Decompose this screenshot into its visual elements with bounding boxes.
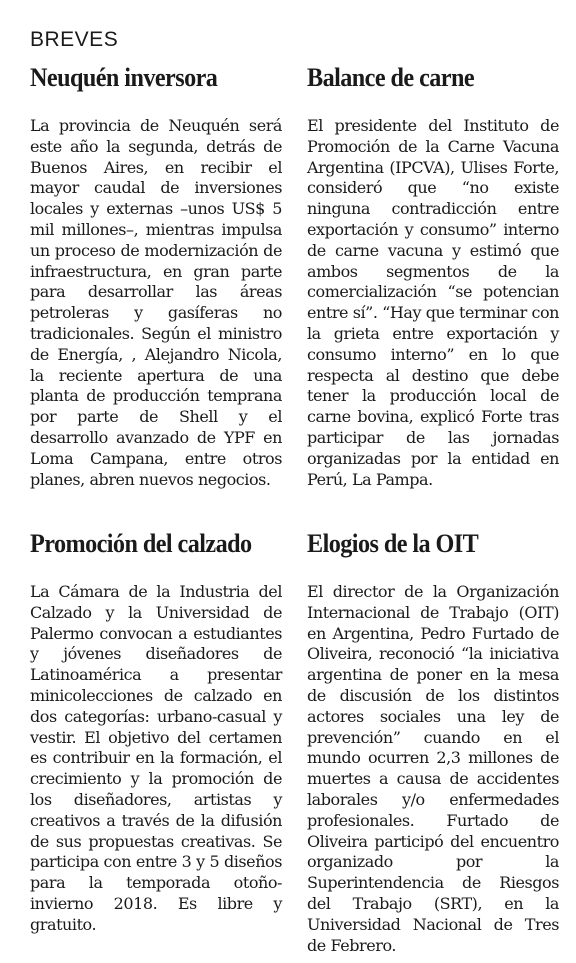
- article-balance-de-carne: [307, 62, 559, 490]
- article-body: El presidente del Instituto de Promoción de la Carne Vacuna Argentina (IPCVA), Ulises Forte, consideró que “no existe ninguna contradicción entre exportación y consumo” interno de carne vacuna y estimó que ambos segmentos de la comercialización “se potencian entre sí”. “Hay que terminar con la grieta entre exportación y consumo interno” en lo que respecta al destino que debe tener la producción local de carne bovina, explicó Forte tras participar de las jornadas organizadas por la entidad en Perú, La Pampa.: [307, 116, 559, 489]
- article-headline: Promoción del calzado: [30, 529, 252, 558]
- article-headline: Balance de carne: [307, 63, 475, 92]
- article-body: El director de la Organización Internacional de Trabajo (OIT) en Argentina, Pedro Furtado de Oliveira, reconoció “la iniciativa argentina de poner en la mesa de discusión de los distintos actores sociales una ley de prevención” cuando en el mundo ocurren 2,3 millones de muertes a causa de accidentes laborales y/o enfermedades profesionales. Furtado de Oliveira participó del encuentro organizado por la Superintendencia de Riesgos del Trabajo (SRT), en la Universidad Nacional de Tres de Febrero.: [307, 582, 559, 955]
- article-body: La Cámara de la Industria del Calzado y la Universidad de Palermo convocan a estudiantes y jóvenes diseñadores de Latinoamérica a presentar minicolecciones de calzado en dos categorías: urbano-casual y vestir. El objetivo del certamen es contribuir en la formación, el crecimiento y la promoción de los diseñadores, artistas y creativos a través de la difusión de sus propuestas creativas. Se participa con entre 3 y 5 diseños para la temporada otoño-invierno 2018. Es libre y gratuito.: [30, 582, 282, 934]
- article-promocion-del-calzado: [30, 528, 282, 936]
- article-headline: Neuquén inversora: [30, 63, 218, 92]
- article-headline: Elogios de la OIT: [307, 529, 479, 558]
- article-body: La provincia de Neuquén será este año la segunda, detrás de Buenos Aires, en recibir el mayor caudal de inversiones locales y externas –unos US$ 5 mil millones–, mientras impulsa un proceso de modernización de infraestructura, en gran parte para desarrollar las áreas petroleras y gasíferas no tradicionales. Según el ministro de Energía, , Alejandro Nicola, la reciente apertura de una planta de producción temprana por parte de Shell y el desarrollo avanzado de YPF en Loma Campana, entre otros planes, abren nuevos negocios.: [30, 116, 282, 489]
- article-elogios-de-la-oit: [307, 528, 559, 956]
- section-label: BREVES: [30, 28, 119, 51]
- article-neuquen-inversora: [30, 62, 282, 490]
